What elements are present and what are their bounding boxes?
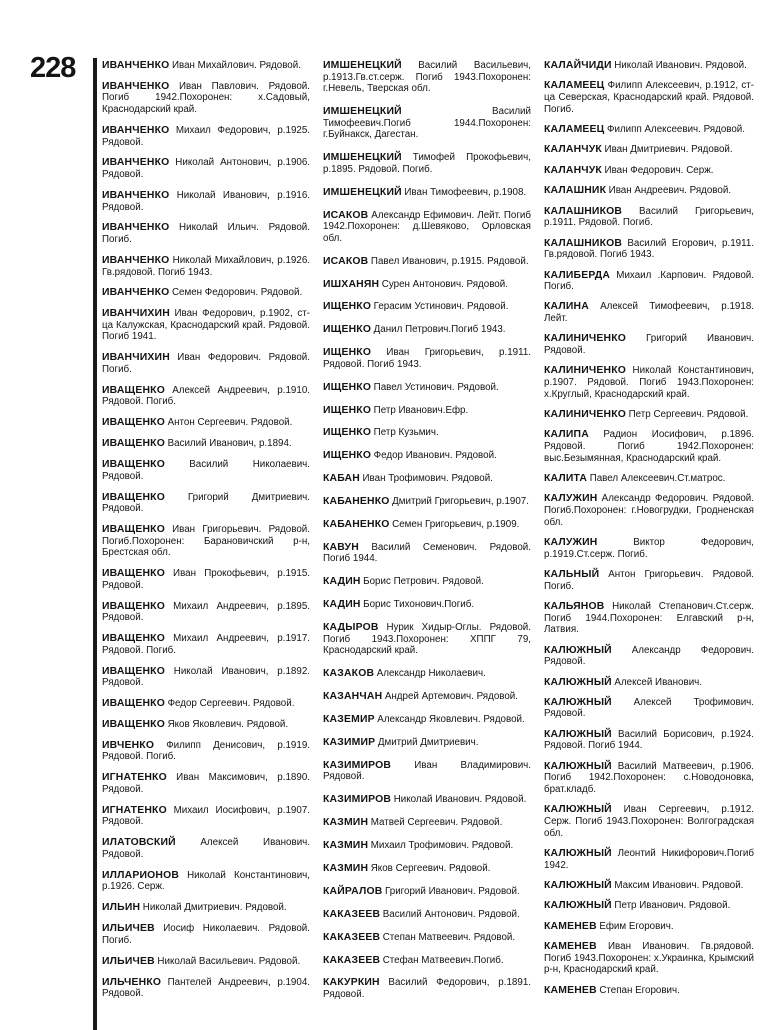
list-entry: [102, 60, 310, 72]
list-entry: [323, 256, 531, 268]
entry-details: Василий Николаевич. Рядовой.: [102, 459, 310, 482]
entry-surname: ИВАНЧЕНКО: [102, 287, 170, 299]
list-entry: [323, 760, 531, 783]
entry-details: Семен Григорьевич, р.1909.: [392, 519, 520, 530]
entry-details: Василий Иванович, р.1894.: [167, 438, 292, 450]
list-entry: [323, 450, 531, 462]
list-entry: [544, 729, 754, 752]
entry-details: Алексей Иванович.: [614, 676, 702, 688]
list-entry: [544, 569, 754, 592]
entry-details: Семен Федорович. Рядовой.: [171, 287, 303, 299]
entry-surname: КАЗИМИР: [323, 736, 376, 748]
entry-details: Яков Яковлевич. Рядовой.: [167, 718, 289, 730]
list-entry: [323, 301, 531, 313]
entry-surname: КАМЕНЕВ: [544, 984, 597, 996]
list-entry: [323, 668, 531, 680]
list-entry: [102, 772, 310, 795]
list-entry: [323, 576, 531, 588]
entry-surname: ИВАНЧЕНКО: [102, 189, 170, 201]
entry-surname: ИВАНЧЕНКО: [102, 254, 170, 266]
entry-surname: ИВАЩЕНКО: [102, 633, 166, 645]
list-entry: [323, 324, 531, 336]
entry-details: Петр Кузьмич.: [373, 427, 439, 439]
column-2: [323, 60, 531, 1012]
list-entry: [544, 165, 754, 177]
list-entry: [323, 840, 531, 852]
list-entry: [544, 697, 754, 720]
entry-surname: КАЛИНА: [544, 301, 589, 313]
entry-surname: ИЩЕНКО: [323, 427, 372, 439]
entry-details: Данил Петрович.Погиб 1943.: [373, 324, 506, 336]
entry-surname: КАКУРКИН: [323, 977, 380, 989]
entry-surname: КАЛЬЯНОВ: [544, 600, 605, 612]
entry-details: Иван Максимович, р.1890. Рядовой.: [102, 772, 310, 795]
list-entry: [544, 921, 754, 933]
entry-details: Михаил .Карпович. Рядовой. Погиб.: [544, 269, 754, 293]
list-entry: [544, 60, 754, 72]
entry-surname: КАЗЕМИР: [323, 714, 375, 726]
list-entry: [323, 347, 531, 370]
entry-details: Иван Тимофеевич, р.1908.: [404, 186, 527, 198]
list-entry: [323, 152, 531, 175]
list-entry: [544, 238, 754, 261]
list-entry: [544, 185, 754, 197]
list-entry: [323, 863, 531, 875]
list-entry: [323, 886, 531, 898]
list-entry: [323, 977, 531, 1000]
entry-surname: КАЛУЖИН: [544, 493, 598, 505]
entry-details: Пантелей Андреевич, р.1904. Рядовой.: [102, 976, 311, 1000]
entry-details: Максим Иванович. Рядовой.: [614, 880, 744, 891]
entry-surname: ИЩЕНКО: [323, 381, 372, 393]
entry-surname: ИЛЬИЧЕВ: [102, 955, 155, 967]
entry-details: Григорий Дмитриевич. Рядовой.: [102, 491, 310, 515]
list-entry: [102, 524, 310, 559]
entry-surname: КАЛАМЕЕЦ: [544, 123, 605, 135]
list-entry: [102, 222, 310, 245]
entry-details: Александр Федорович. Рядовой. Погиб.Похоронен: г.Новогрудки, Гродненская обл.: [544, 493, 754, 528]
entry-details: Василий Григорьевич, р.1911. Рядовой. Погиб.: [544, 205, 754, 229]
list-entry: [544, 409, 754, 421]
entry-surname: КАЛИНИЧЕНКО: [544, 333, 627, 345]
entry-surname: ИВЧЕНКО: [102, 739, 155, 751]
entry-surname: КАЛИНИЧЕНКО: [544, 365, 627, 377]
entry-details: Иосиф Николаевич. Рядовой. Погиб.: [102, 923, 310, 946]
list-entry: [544, 677, 754, 689]
entry-details: Алексей Трофимович. Рядовой.: [544, 696, 754, 720]
entry-surname: КАВУН: [323, 541, 359, 553]
entry-details: Михаил Федорович, р.1925. Рядовой.: [102, 124, 311, 148]
entry-surname: КАЗМИН: [323, 840, 369, 852]
list-entry: [323, 932, 531, 944]
list-entry: [544, 144, 754, 156]
entry-details: Ефим Егорович.: [599, 920, 674, 932]
entry-details: Павел Алексеевич.Ст.матрос.: [589, 473, 726, 484]
entry-details: Петр Сергеевич. Рядовой.: [628, 409, 749, 421]
entry-surname: ИСАКОВ: [323, 209, 369, 221]
entry-surname: КАЗИМИРОВ: [323, 794, 392, 806]
list-entry: [323, 405, 531, 417]
entry-surname: ИВАЩЕНКО: [102, 665, 166, 677]
entry-surname: ИЛЬИН: [102, 902, 141, 914]
list-entry: [323, 279, 531, 291]
entry-details: Петр Иванович.Ефр.: [373, 404, 469, 416]
list-entry: [323, 737, 531, 749]
entry-details: Иван Трофимович. Рядовой.: [362, 473, 493, 485]
entry-surname: КАЛЬНЫЙ: [544, 568, 600, 580]
entry-surname: ИЛЬЧЕНКО: [102, 976, 162, 988]
entry-surname: ИВАНЧЕНКО: [102, 80, 170, 92]
list-entry: [544, 301, 754, 324]
entry-details: Николай Константинович, р.1907. Рядовой. Погиб 1943.Похоронен: х.Круглый, Краснодарский край.: [544, 365, 754, 400]
entry-surname: КАЗМИН: [323, 817, 369, 829]
entry-details: Николай Константинович, р.1926. Серж.: [102, 869, 311, 893]
entry-surname: КАБАНЕНКО: [323, 496, 390, 508]
list-entry: [102, 81, 310, 116]
entry-details: Николай Дмитриевич. Рядовой.: [142, 902, 287, 914]
entry-details: Иван Федорович, р.1902, ст-ца Калужская, Краснодарский край. Рядовой. Погиб 1941.: [102, 308, 311, 343]
list-entry: [544, 429, 754, 464]
list-entry: [544, 645, 754, 668]
list-entry: [102, 633, 310, 656]
column-1: [102, 60, 310, 1009]
entry-details: Стефан Матвеевич.Погиб.: [382, 954, 504, 966]
entry-details: Федор Сергеевич. Рядовой.: [167, 698, 295, 710]
entry-details: Степан Матвеевич. Рядовой.: [382, 931, 516, 943]
list-entry: [323, 794, 531, 806]
entry-details: Нурик Хидыр-Оглы. Рядовой. Погиб 1943.Похоронен: ХППГ 79, Краснодарский край.: [323, 622, 531, 657]
list-entry: [544, 941, 754, 976]
entry-details: Михаил Андреевич, р.1895. Рядовой.: [102, 600, 310, 624]
entry-details: Иван Григорьевич. Рядовой. Погиб.Похоронен: Барановичский р-н, Брестская обл.: [102, 524, 310, 559]
entry-details: Григорий Иванович. Рядовой.: [544, 333, 755, 357]
entry-surname: КАЛЮЖНЫЙ: [544, 696, 612, 708]
entry-surname: ИВАЩЕНКО: [102, 491, 166, 503]
entry-surname: КАДЫРОВ: [323, 622, 379, 634]
entry-surname: КАЛАЙЧИДИ: [544, 60, 612, 71]
entry-details: Александр Николаевич.: [376, 668, 486, 680]
entry-surname: КАЛЮЖНЫЙ: [544, 900, 612, 912]
entry-details: Василий Васильевич, р.1913.Гв.ст.серж. Погиб 1943.Похоронен: г.Невель, Тверская обл.: [323, 60, 531, 95]
list-entry: [102, 492, 310, 515]
list-entry: [323, 519, 531, 531]
entry-surname: ИСАКОВ: [323, 255, 369, 267]
entry-details: Григорий Иванович. Рядовой.: [385, 885, 520, 897]
list-entry: [102, 870, 310, 893]
list-entry: [102, 666, 310, 689]
entry-surname: КАЛЮЖНЫЙ: [544, 848, 612, 860]
entry-details: Павел Устинович. Рядовой.: [373, 381, 499, 393]
list-entry: [323, 427, 531, 439]
list-entry: [323, 714, 531, 726]
list-entry: [102, 190, 310, 213]
entry-details: Филипп Алексеевич. Рядовой.: [607, 123, 746, 135]
entry-surname: КАКАЗЕЕВ: [323, 908, 381, 920]
entry-surname: КАЗАКОВ: [323, 668, 375, 680]
list-entry: [544, 365, 754, 400]
entry-surname: ИВАНЧЕНКО: [102, 60, 170, 71]
entry-details: Василий Егорович, р.1911. Гв.рядовой. Погиб 1943.: [544, 237, 754, 261]
entry-details: Василий Тимофеевич.Погиб 1944.Похоронен: г.Буйнакск, Дагестан.: [323, 106, 531, 141]
entry-surname: КАЛЮЖНЫЙ: [544, 676, 612, 688]
entry-surname: КАЙРАЛОВ: [323, 885, 383, 897]
entry-surname: ИЩЕНКО: [323, 301, 372, 313]
entry-details: Андрей Артемович. Рядовой.: [384, 691, 518, 703]
entry-details: Герасим Устинович. Рядовой.: [373, 301, 509, 313]
entry-details: Василий Федорович, р.1891. Рядовой.: [323, 977, 531, 1000]
entry-details: Матвей Сергеевич. Рядовой.: [370, 817, 503, 829]
entry-surname: ИЛАТОВСКИЙ: [102, 837, 176, 849]
list-entry: [102, 459, 310, 482]
list-entry: [544, 493, 754, 528]
entry-surname: ИВАНЧЕНКО: [102, 222, 170, 234]
entry-details: Николай Иванович. Рядовой.: [393, 794, 527, 806]
list-entry: [544, 985, 754, 997]
entry-surname: ИВАЩЕНКО: [102, 438, 166, 450]
list-entry: [544, 880, 754, 892]
list-entry: [102, 956, 310, 968]
entry-surname: ИГНАТЕНКО: [102, 804, 167, 816]
entry-surname: ИЛЛАРИОНОВ: [102, 869, 180, 881]
list-entry: [102, 740, 310, 763]
list-entry: [102, 417, 310, 429]
list-entry: [323, 60, 531, 95]
entry-surname: КАЛЮЖНЫЙ: [544, 880, 612, 891]
entry-surname: ИВАНЧИХИН: [102, 352, 170, 364]
entry-surname: ИМШЕНЕЦКИЙ: [323, 152, 402, 164]
entry-details: Александр Яковлевич. Рядовой.: [377, 714, 525, 726]
list-entry: [102, 719, 310, 731]
list-entry: [102, 385, 310, 408]
entry-surname: ИВАЩЕНКО: [102, 384, 166, 396]
entry-details: Николай Михайлович, р.1926. Гв.рядовой. Погиб 1943.: [102, 254, 310, 278]
list-entry: [544, 804, 754, 839]
entry-details: Сурен Антонович. Рядовой.: [381, 278, 508, 290]
list-entry: [323, 210, 531, 245]
entry-surname: КАДИН: [323, 576, 361, 588]
list-entry: [544, 206, 754, 229]
entry-details: Яков Сергеевич. Рядовой.: [370, 862, 491, 874]
list-entry: [102, 923, 310, 946]
entry-details: Иван Михайлович. Рядовой.: [171, 60, 301, 71]
entry-surname: ИВАЩЕНКО: [102, 600, 166, 612]
list-entry: [102, 352, 310, 375]
list-entry: [102, 698, 310, 710]
entry-details: Иван Сергеевич, р.1912. Серж. Погиб 1943.Похоронен: Волгоградская обл.: [544, 804, 755, 839]
entry-surname: ИШХАНЯН: [323, 278, 380, 290]
entry-surname: КАЛАШНИК: [544, 185, 607, 197]
entry-surname: КАЗАНЧАН: [323, 691, 383, 703]
list-entry: [544, 761, 754, 796]
entry-surname: КАБАНЕНКО: [323, 519, 390, 530]
entry-details: Иван Владимирович. Рядовой.: [323, 759, 531, 783]
entry-surname: КАМЕНЕВ: [544, 941, 597, 953]
entry-surname: ИЛЬИЧЕВ: [102, 923, 155, 935]
entry-surname: КАЛИПА: [544, 429, 589, 441]
entry-surname: КАЛЮЖНЫЙ: [544, 644, 612, 656]
list-entry: [102, 125, 310, 148]
entry-surname: ИМШЕНЕЦКИЙ: [323, 60, 402, 71]
entry-details: Леонтий Никифорович.Погиб 1942.: [544, 848, 754, 871]
list-entry: [323, 496, 531, 508]
list-entry: [102, 308, 310, 343]
entry-details: Иван Дмитриевич. Рядовой.: [604, 144, 733, 156]
entry-surname: КАБАН: [323, 473, 360, 485]
entry-surname: КАЗМИН: [323, 862, 369, 874]
entry-surname: КАЛЮЖНЫЙ: [544, 804, 612, 816]
list-entry: [102, 601, 310, 624]
list-entry: [102, 157, 310, 180]
entry-details: Иван Федорович. Серж.: [604, 164, 714, 176]
entry-details: Иван Григорьевич, р.1911. Рядовой. Погиб 1943.: [323, 347, 532, 370]
list-entry: [544, 848, 754, 871]
entry-details: Виктор Федорович, р.1919.Ст.серж. Погиб.: [544, 536, 754, 560]
entry-details: Николай Ильич. Рядовой. Погиб.: [102, 222, 310, 246]
entry-surname: КАЛИТА: [544, 473, 588, 484]
entry-surname: КАКАЗЕЕВ: [323, 931, 381, 943]
entry-surname: ИВАНЧЕНКО: [102, 124, 170, 136]
list-entry: [102, 438, 310, 450]
list-entry: [544, 80, 754, 115]
entry-details: Федор Иванович. Рядовой.: [373, 450, 497, 462]
list-entry: [102, 568, 310, 591]
entry-details: Михаил Трофимович. Рядовой.: [370, 840, 514, 852]
list-entry: [323, 955, 531, 967]
list-entry: [102, 805, 310, 828]
entry-details: Николай Антонович, р.1906. Рядовой.: [102, 157, 311, 181]
entry-surname: КАЛАНЧУК: [544, 164, 602, 176]
list-entry: [544, 601, 754, 636]
entry-surname: КАДИН: [323, 599, 361, 611]
list-entry: [323, 599, 531, 611]
entry-details: Иван Прокофьевич, р.1915. Рядовой.: [102, 568, 310, 591]
entry-details: Алексей Андреевич, р.1910. Рядовой. Погиб.: [102, 384, 310, 408]
entry-surname: ИМШЕНЕЦКИЙ: [323, 106, 402, 118]
entry-details: Борис Тихонович.Погиб.: [363, 599, 475, 611]
entry-surname: ИЩЕНКО: [323, 324, 372, 336]
entry-surname: ИЩЕНКО: [323, 347, 372, 359]
margin-rule: [93, 58, 97, 1030]
entry-details: Василий Антонович. Рядовой.: [382, 908, 520, 920]
list-entry: [323, 187, 531, 199]
entry-details: Иван Федорович. Рядовой. Погиб.: [102, 352, 311, 375]
entry-details: Филипп Денисович, р.1919. Рядовой. Погиб.: [102, 739, 311, 763]
list-entry: [323, 473, 531, 485]
entry-details: Антон Сергеевич. Рядовой.: [167, 417, 293, 429]
entry-details: Алексей Тимофеевич, р.1918. Лейт.: [544, 301, 754, 325]
entry-details: Иван Иванович. Гв.рядовой. Погиб 1943.Похоронен: х.Украинка, Крымский р-н, Краснодарский край.: [544, 941, 754, 976]
entry-details: Николай Васильевич. Рядовой.: [157, 955, 301, 967]
entry-surname: КАЛЮЖНЫЙ: [544, 728, 612, 740]
list-entry: [323, 382, 531, 394]
entry-details: Михаил Андреевич, р.1917. Рядовой. Погиб.: [102, 633, 310, 656]
column-3: [544, 60, 754, 1005]
list-entry: [544, 900, 754, 912]
entry-surname: КАЗИМИРОВ: [323, 759, 392, 771]
entry-details: Иван Андреевич. Рядовой.: [608, 185, 732, 197]
entry-details: Филипп Алексеевич, р.1912, ст-ца Северская, Краснодарский край. Рядовой. Погиб.: [544, 80, 754, 115]
list-entry: [323, 909, 531, 921]
entry-details: Дмитрий Григорьевич, р.1907.: [392, 496, 529, 508]
entry-surname: ИЩЕНКО: [323, 404, 372, 416]
entry-details: Николай Иванович, р.1916. Рядовой.: [102, 189, 310, 213]
entry-details: Антон Григорьевич. Рядовой. Погиб.: [544, 568, 755, 592]
entry-surname: ИГНАТЕНКО: [102, 772, 167, 784]
entry-surname: КАЛУЖИН: [544, 536, 598, 548]
entry-surname: ИВАЩЕНКО: [102, 698, 166, 710]
entry-surname: ИВАНЧЕНКО: [102, 157, 170, 169]
entry-surname: ИВАЩЕНКО: [102, 568, 166, 580]
entry-surname: КАЛАМЕЕЦ: [544, 80, 605, 92]
entry-details: Иван Павлович. Рядовой. Погиб 1942.Похоронен: х.Садовый, Краснодарский край.: [102, 80, 311, 116]
list-entry: [323, 542, 531, 565]
entry-surname: КАЛИБЕРДА: [544, 269, 611, 281]
list-entry: [544, 537, 754, 560]
entry-surname: КАЛИНИЧЕНКО: [544, 409, 627, 421]
list-entry: [323, 691, 531, 703]
entry-details: Василий Семенович. Рядовой. Погиб 1944.: [323, 541, 531, 565]
entry-surname: ИВАЩЕНКО: [102, 718, 166, 730]
entry-details: Василий Борисович, р.1924. Рядовой. Погиб 1944.: [544, 728, 754, 752]
list-entry: [323, 622, 531, 657]
list-entry: [102, 837, 310, 860]
entry-details: Борис Петрович. Рядовой.: [363, 576, 484, 588]
page-number: 228: [30, 52, 76, 84]
entry-details: Дмитрий Дмитриевич.: [377, 736, 479, 748]
list-entry: [102, 255, 310, 278]
entry-surname: КАЛАШНИКОВ: [544, 237, 623, 249]
entry-details: Павел Иванович, р.1915. Рядовой.: [370, 255, 529, 267]
entry-details: Николай Степанович.Ст.серж. Погиб 1944.Похоронен: Елгавский р-н, Латвия.: [544, 600, 754, 636]
list-entry: [102, 287, 310, 299]
list-entry: [102, 902, 310, 914]
entry-surname: КАЛЮЖНЫЙ: [544, 760, 612, 772]
entry-details: Александр Ефимович. Лейт. Погиб 1942.Похоронен: д.Шевяково, Орловская обл.: [323, 209, 532, 244]
list-entry: [323, 817, 531, 829]
entry-surname: КАЛАНЧУК: [544, 144, 602, 156]
entry-surname: КАЛАШНИКОВ: [544, 205, 623, 217]
entry-details: Радион Иосифович, р.1896. Рядовой. Погиб 1942.Похоронен: выс.Безымянная, Краснодарский край.: [544, 429, 755, 464]
list-entry: [544, 124, 754, 136]
entry-surname: КАМЕНЕВ: [544, 920, 597, 932]
entry-surname: ИМШЕНЕЦКИЙ: [323, 186, 402, 198]
entry-details: Михаил Иосифович, р.1907. Рядовой.: [102, 804, 310, 828]
list-entry: [544, 270, 754, 293]
entry-details: Тимофей Прокофьевич, р.1895. Рядовой. Погиб.: [323, 152, 531, 175]
list-entry: [544, 473, 754, 485]
entry-surname: КАКАЗЕЕВ: [323, 954, 381, 966]
entry-details: Степан Егорович.: [599, 984, 680, 996]
entry-surname: ИЩЕНКО: [323, 450, 372, 462]
entry-details: Александр Федорович. Рядовой.: [544, 644, 754, 668]
entry-surname: ИВАЩЕНКО: [102, 459, 166, 471]
list-entry: [544, 333, 754, 356]
entry-surname: ИВАНЧИХИН: [102, 308, 170, 320]
list-entry: [323, 106, 531, 141]
entry-details: Петр Иванович. Рядовой.: [614, 900, 731, 912]
entry-details: Николай Иванович, р.1892. Рядовой.: [102, 665, 310, 689]
entry-details: Алексей Иванович. Рядовой.: [102, 837, 310, 860]
entry-surname: ИВАЩЕНКО: [102, 524, 166, 536]
entry-details: Василий Матвеевич, р.1906. Погиб 1942.Похоронен: с.Новодоновка, брат.кладб.: [544, 760, 755, 796]
list-entry: [102, 977, 310, 1000]
entry-details: Николай Иванович. Рядовой.: [614, 60, 747, 71]
entry-surname: ИВАЩЕНКО: [102, 417, 166, 429]
